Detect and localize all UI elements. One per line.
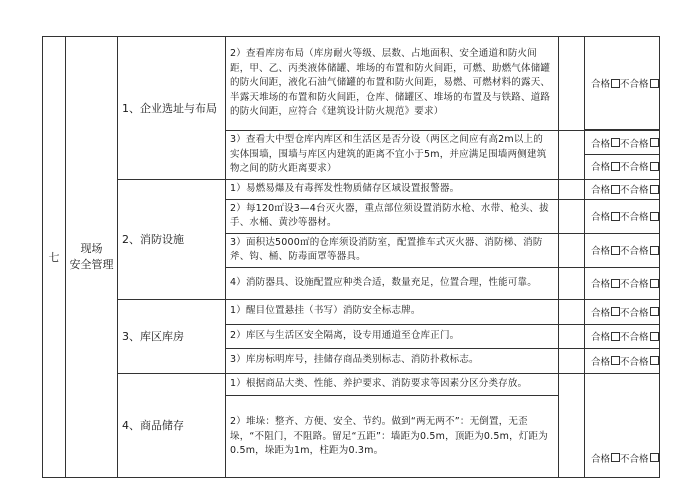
requirement-text: 3）查看大中型仓库内库区和生活区是否分设（两区之间应有高2m以上的实体围墙，围墙与库区内建筑的距离不宜小于5m，并应满足围墙两侧建筑物之间的防火距离要求） [226,131,559,180]
section-area [66,37,118,478]
blank-cell [559,233,585,267]
fail-label: 不合格 [620,246,649,257]
fail-checkbox[interactable] [620,305,659,319]
fail-checkbox[interactable] [620,159,659,173]
fail-checkbox[interactable] [620,136,659,150]
requirement-text: 2）查看库房布局（库房耐火等级、层数、占地面积、安全通道和防火间距，甲、乙、丙类液体储罐、堆场的布置和防火间距，可燃、助燃气体储罐的防火间距，液化石油气储罐的布置和防火间距，易燃、可燃材料的露天、半露天堆场的布置和防火间距，仓库、储罐区、堆场的布置及与铁路、道路的防火间距，应符合《建筑设计防火规范》要求） [226,37,559,131]
checkbox-icon [611,138,620,147]
fail-label: 不合格 [620,453,649,465]
pass-checkbox[interactable] [591,182,620,196]
result-cell [585,267,660,299]
requirement-text: 3）库房标明库号，挂储存商品类别标志、消防扑救标志。 [226,348,559,373]
requirement-text: 3）面积达5000㎡的仓库须设消防室，配置推车式灭火器、消防梯、消防斧、钩、桶、防毒面罩等器具。 [226,233,559,267]
table-row [43,179,660,199]
fail-checkbox[interactable] [620,354,659,368]
pass-label: 合格 [591,453,611,465]
pass-checkbox[interactable] [591,136,620,150]
pass-label: 合格 [591,246,611,257]
result-cell [585,233,660,267]
fail-label: 不合格 [620,212,649,223]
checkbox-icon [611,356,620,365]
section-area-line2: 安全管理 [69,257,114,271]
fail-checkbox[interactable] [620,243,659,257]
checkbox-icon [611,212,620,221]
checkbox-icon [650,279,659,288]
checkbox-icon [611,79,620,88]
blank-cell [559,199,585,233]
fail-label: 不合格 [620,162,649,174]
fail-label: 不合格 [620,138,649,150]
checkbox-icon [650,212,659,221]
checkbox-icon [611,332,620,341]
pass-label: 合格 [591,332,611,343]
fail-label: 不合格 [620,356,649,368]
category-label: 3、库区库房 [118,299,226,373]
checkbox-icon [650,307,659,316]
fail-checkbox[interactable] [620,451,659,465]
result-cell [585,37,660,130]
result-cell [585,131,660,180]
fail-label: 不合格 [620,307,649,319]
blank-cell [559,299,585,324]
result-cell [585,179,660,199]
table-row [43,299,660,324]
pass-label: 合格 [591,138,611,150]
result-cell [585,373,660,477]
pass-label: 合格 [591,162,611,174]
pass-label: 合格 [591,307,611,319]
inspection-table [42,36,660,478]
checkbox-icon [611,307,620,316]
checkbox-icon [611,453,620,462]
fail-checkbox[interactable] [620,329,659,343]
requirement-text: 4）消防器具、设施配置应种类合适，数量充足，位置合理，性能可靠。 [226,267,559,299]
pass-checkbox[interactable] [591,305,620,319]
checkbox-icon [650,246,659,255]
table-row [43,37,660,130]
pass-checkbox[interactable] [591,159,620,173]
checkbox-icon [650,453,659,462]
requirement-text: 2）库区与生活区安全隔离，设专用通道至仓库正门。 [226,324,559,348]
requirement-text: 1）易燃易爆及有毒挥发性物质储存区域设置报警器。 [226,179,559,199]
fail-checkbox[interactable] [620,209,659,223]
checkbox-icon [650,185,659,194]
result-cell [585,199,660,233]
pass-checkbox[interactable] [591,76,620,90]
requirement-text: 1）根据商品大类、性能、养护要求、消防要求等因素分区分类存放。 [226,373,559,395]
category-label: 2、消防设施 [118,179,226,299]
pass-label: 合格 [591,279,611,290]
category-label: 1、企业选址与布局 [118,37,226,180]
requirement-text: 2）每120㎡设3—4台灭火器，重点部位须设置消防水枪、水带、枪头、拔手、水桶、黄沙等器材。 [226,199,559,233]
blank-cell [559,267,585,299]
fail-label: 不合格 [620,79,649,90]
blank-cell [559,324,585,348]
result-cell [585,348,660,373]
fail-label: 不合格 [620,332,649,343]
checkbox-icon [650,356,659,365]
pass-checkbox[interactable] [591,209,620,223]
blank-cell [559,373,585,477]
blank-cell [559,348,585,373]
table-row [43,373,660,395]
requirement-text: 2）堆垛：整齐、方便、安全、节约。做到“两无两不”：无倒置，无歪垛，“不阻门，不阻路。留足“五距”：墙距为0.5m，顶距为0.5m，灯距为0.5m，垛距为1m，柱距为0.3m。 [226,395,559,477]
pass-label: 合格 [591,212,611,223]
blank-cell [559,37,585,131]
checkbox-icon [650,332,659,341]
blank-cell [559,179,585,199]
category-label: 4、商品储存 [118,373,226,477]
pass-label: 合格 [591,185,611,196]
section-area-line1: 现场 [80,241,103,255]
checkbox-icon [650,162,659,171]
requirement-text: 1）醒目位置悬挂（书写）消防安全标志牌。 [226,299,559,324]
result-cell [585,299,660,324]
fail-checkbox[interactable] [620,276,659,290]
checkbox-icon [650,138,659,147]
pass-checkbox[interactable] [591,243,620,257]
checkbox-icon [611,246,620,255]
fail-label: 不合格 [620,185,649,196]
checkbox-icon [611,185,620,194]
section-number: 七 [43,37,66,478]
pass-checkbox[interactable] [591,329,620,343]
pass-checkbox[interactable] [591,451,620,465]
pass-label: 合格 [591,356,611,368]
checkbox-icon [611,279,620,288]
pass-checkbox[interactable] [591,354,620,368]
result-cell [585,324,660,348]
fail-checkbox[interactable] [620,76,659,90]
fail-checkbox[interactable] [620,182,659,196]
checkbox-icon [650,79,659,88]
checkbox-icon [611,162,620,171]
pass-label: 合格 [591,79,611,90]
fail-label: 不合格 [620,279,649,290]
blank-cell [559,131,585,180]
pass-checkbox[interactable] [591,276,620,290]
